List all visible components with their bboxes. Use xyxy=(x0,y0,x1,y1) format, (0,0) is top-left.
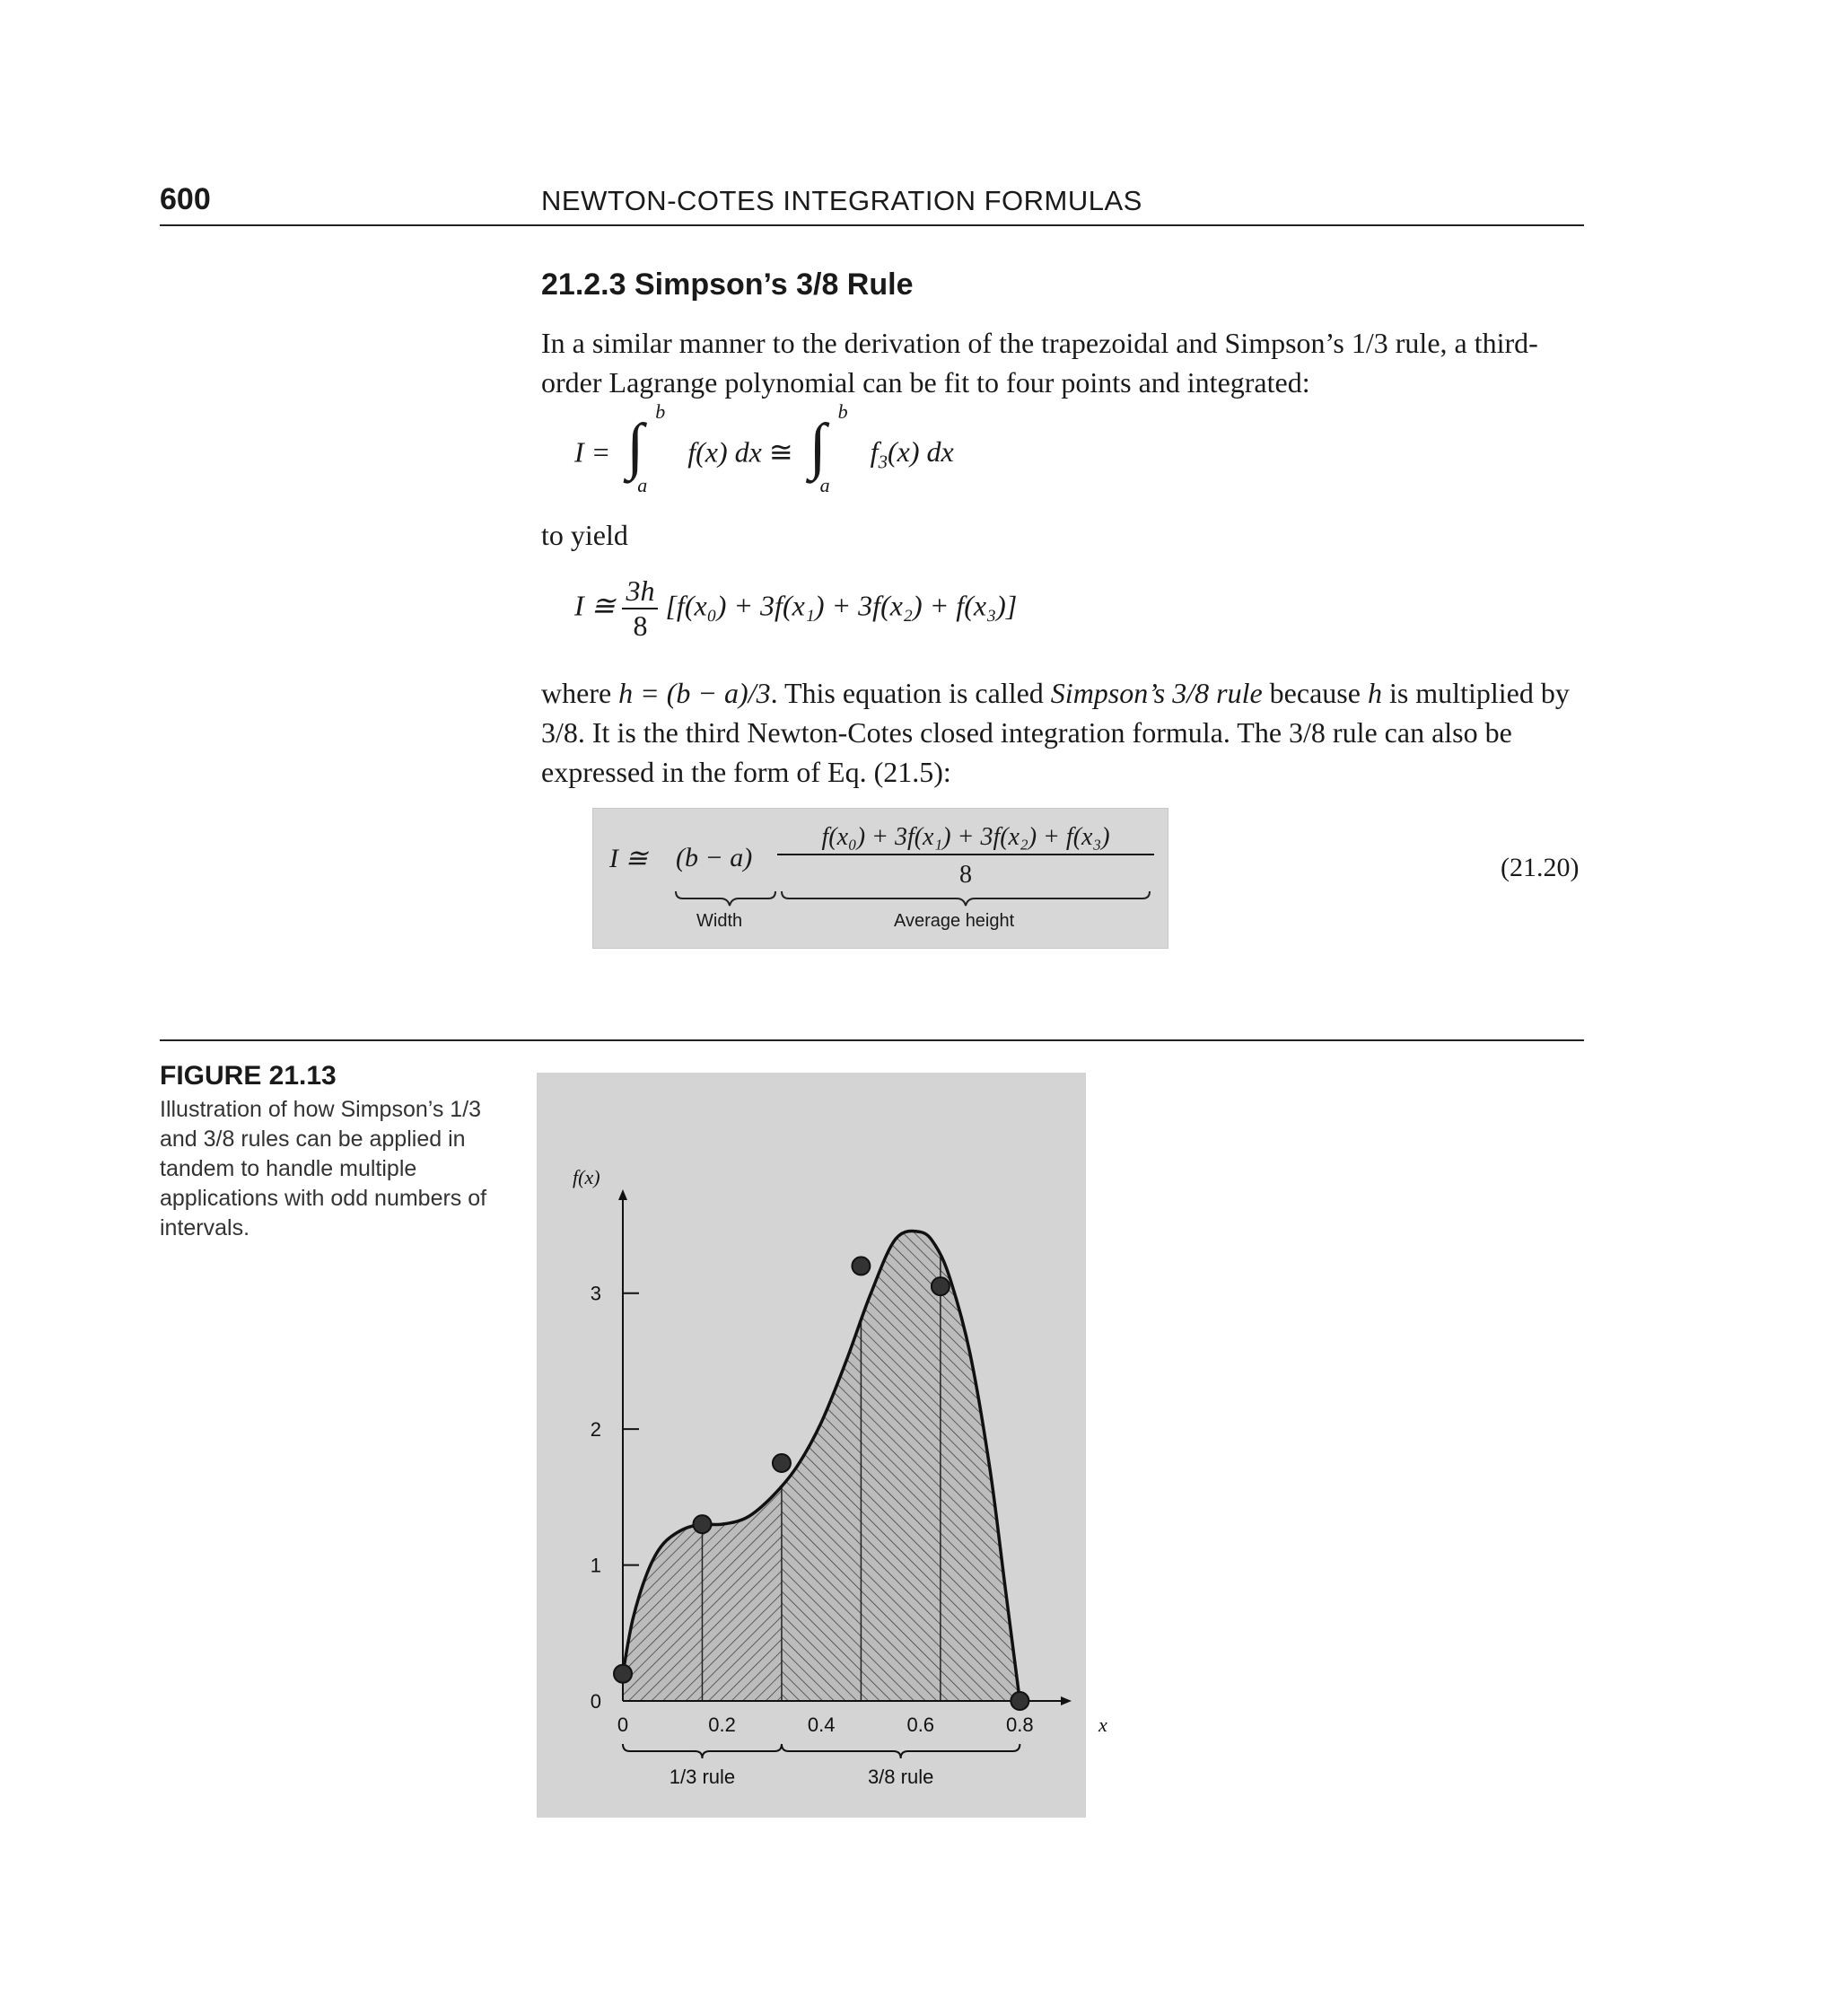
upper-limit-2: b xyxy=(837,400,848,423)
data-point xyxy=(614,1665,632,1683)
intro-paragraph: In a similar manner to the derivation of the trapezoidal and Simpson’s 1/3 rule, a third-order Lagrange polynomial can be fit to four points and integrated: xyxy=(541,327,1538,399)
y-tick-label: 2 xyxy=(590,1418,601,1442)
coefficient-fraction xyxy=(622,574,658,643)
integral-equation xyxy=(574,400,954,496)
integral-sign-2: ∫ xyxy=(809,412,827,481)
simpson-lhs: I ≅ xyxy=(574,589,616,622)
page-number: 600 xyxy=(160,182,211,216)
width-term: (b − a) xyxy=(676,843,753,872)
x-tick-label: 0.6 xyxy=(906,1714,935,1736)
figure-rule xyxy=(160,1039,1584,1041)
lower-limit: a xyxy=(637,474,648,496)
lower-limit-2: a xyxy=(819,474,830,496)
coefficient-denominator: 8 xyxy=(633,609,648,642)
data-point xyxy=(773,1454,791,1472)
y-tick-label: 0 xyxy=(590,1690,601,1713)
x-tick-label: 0 xyxy=(617,1714,629,1736)
integral-lhs: I = xyxy=(574,435,611,469)
boxed-lhs: I ≅ xyxy=(609,844,648,873)
section-heading: 21.2.3 Simpson’s 3/8 Rule xyxy=(541,267,914,302)
running-head: NEWTON-COTES INTEGRATION FORMULAS xyxy=(541,185,1142,216)
x-axis-label: x xyxy=(1098,1714,1107,1736)
x-tick-label: 0.4 xyxy=(807,1714,836,1736)
data-point xyxy=(852,1257,870,1275)
x-tick-label: 0.8 xyxy=(1006,1714,1034,1736)
y-tick-label: 3 xyxy=(590,1282,601,1305)
header-rule xyxy=(160,224,1584,226)
average-height-denominator: 8 xyxy=(959,861,972,889)
simpson-tandem-plot xyxy=(537,1073,1107,1818)
rule-label: 3/8 rule xyxy=(867,1766,934,1788)
y-axis-label: f(x) xyxy=(573,1166,600,1188)
coefficient-numerator: 3h xyxy=(622,574,658,609)
boxed-equation xyxy=(592,808,1168,949)
y-tick-label: 1 xyxy=(590,1554,601,1577)
approx-sign: ≅ xyxy=(768,435,793,469)
upper-limit: b xyxy=(655,400,666,423)
equation-number: (21.20) xyxy=(1501,853,1580,882)
average-height-label: Average height xyxy=(894,911,1015,931)
definition-paragraph: where h = (b − a)/3. This equation is called Simpson’s 3/8 rule because h is multiplied by 3/8. It is the third Newton-Cotes closed integration formula. The 3/8 rule can also be expressed in the form of Eq. (21.5): xyxy=(541,677,1570,788)
figure-label: FIGURE 21.13 xyxy=(160,1061,337,1091)
rule-label: 1/3 rule xyxy=(669,1766,736,1788)
data-point xyxy=(693,1515,711,1533)
integral-sign: ∫ xyxy=(626,412,644,481)
average-height-numerator: f(x₀) + 3f(x₁) + 3f(x₂) + f(x₃) xyxy=(777,823,1154,855)
x-tick-label: 0.2 xyxy=(708,1714,736,1736)
data-point xyxy=(932,1277,950,1295)
integrand-f: f(x) dx xyxy=(687,435,762,469)
figure-caption: Illustration of how Simpson’s 1/3 and 3/8 rules can be applied in tandem to handle multiple applications with odd numbers of intervals. xyxy=(160,1097,487,1240)
underbraces xyxy=(593,809,1168,948)
simpson-equation xyxy=(574,574,1017,643)
width-label: Width xyxy=(696,911,743,931)
to-yield-text: to yield xyxy=(541,519,628,551)
data-point xyxy=(1011,1692,1028,1710)
simpson-bracket: [f(x₀) + 3f(x₁) + 3f(x₂) + f(x₃)] xyxy=(665,589,1018,622)
integrand-f3: $f_3(x)$ dx xyxy=(870,435,954,473)
